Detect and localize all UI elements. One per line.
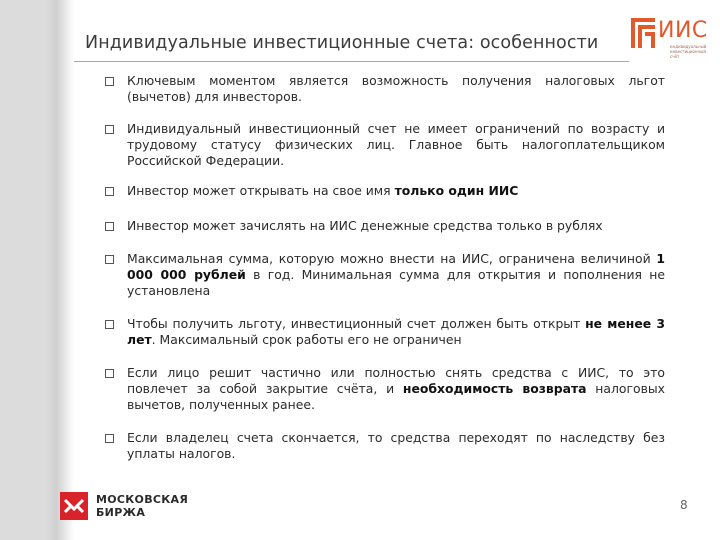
bullet-text: Индивидуальный инвестиционный счет не имеет ограничений по возрасту и трудовому статусу физических лиц. Главное быть налогоплательщиком Российской Федерации. [127,121,665,168]
moex-logo-mark-icon [60,492,88,520]
bullet-text: Инвестор может открывать на свое имя [127,183,395,198]
page-number: 8 [680,498,688,512]
bullet-square-icon [105,187,114,196]
bullet-item [105,316,665,348]
bullet-text: . Максимальный срок работы его не ограничен [151,332,462,347]
bullet-text-bold: 1 000 000 рублей [127,251,665,282]
bullet-item [105,365,665,413]
bullet-text: Инвестор может зачислять на ИИС денежные средства только в рублях [127,218,603,233]
slide-title: Индивидуальные инвестиционные счета: особенности [85,33,599,53]
bullet-text: Ключевым моментом является возможность получения налоговых льгот (вычетов) для инвесторов. [127,73,665,104]
bullet-square-icon [105,320,114,329]
title-divider [74,61,629,62]
iis-logo-mark-icon [628,14,658,48]
moex-logo-line2: БИРЖА [96,506,146,519]
bullet-list [105,73,665,462]
bullet-square-icon [105,77,114,86]
iis-logo-subtext: индивидуальный инвестиционный счёт [670,44,707,59]
bullet-text-bold: необходимость возврата [402,381,587,396]
moex-logo-line1: МОСКОВСКАЯ [96,493,189,506]
bullet-square-icon [105,434,114,443]
bullet-square-icon [105,222,114,231]
bullet-text: Чтобы получить льготу, инвестиционный счет должен быть открыт [127,316,586,331]
bullet-text: Максимальная сумма, которую можно внести на ИИС, ограничена величиной [127,251,657,266]
bullet-square-icon [105,255,114,264]
bullet-item [105,73,665,105]
bullet-text-bold: не менее 3 лет [127,316,665,347]
bullet-text: Если лицо решит частично или полностью снять средства с ИИС, то это повлечет за собой закрытие счёта, и [127,365,665,396]
bullet-text: Если владелец счета скончается, то средства переходят по наследству без уплаты налогов. [127,430,665,461]
iis-logo [628,14,708,60]
bullet-item [105,121,665,169]
bullet-text-bold: только один ИИС [394,183,519,198]
bullet-item [105,251,665,299]
bullet-item [105,218,665,234]
bullet-item [105,430,665,462]
bullet-text: в год. Минимальная сумма для открытия и пополнения не установлена [127,267,665,298]
bullet-text: налоговых вычетов, полученных ранее. [127,381,665,412]
bullet-square-icon [105,369,114,378]
bullet-item [105,183,665,199]
iis-logo-text: ИИС [658,18,708,43]
bullet-square-icon [105,125,114,134]
moex-logo-text [96,493,188,519]
left-sidebar-bar [0,0,74,540]
